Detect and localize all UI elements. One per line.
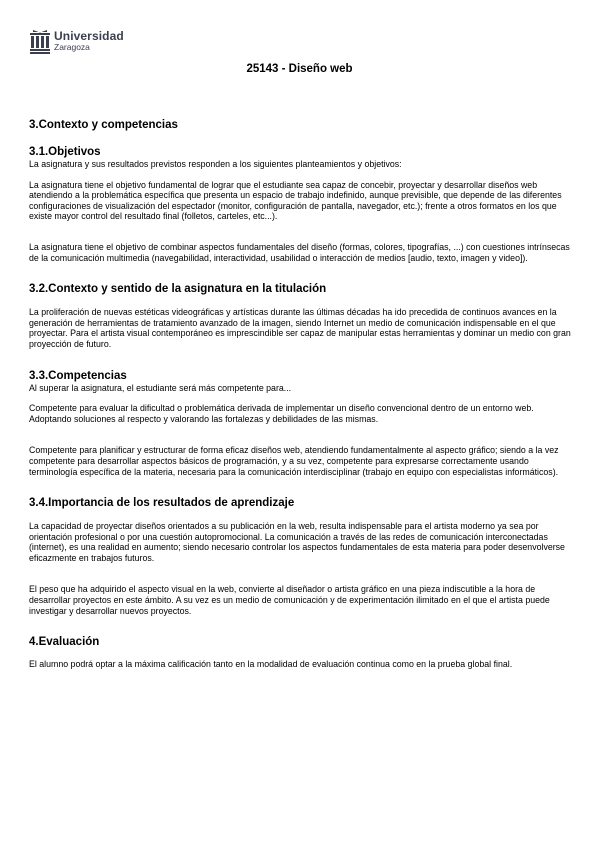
- paragraph: El alumno podrá optar a la máxima calificación tanto en la modalidad de evaluación continua como en la prueba global final.: [29, 659, 513, 670]
- paragraph: El peso que ha adquirido el aspecto visual en la web, convierte al diseñador o artista gráfico en una pieza indiscutible a la hora de desarrollar proyectos en este ámbito. A su vez es un medio de comunicación y de experimentación ilimitado en el que el artista puede investigar y desarrollar nuevos proyectos.: [29, 584, 550, 616]
- paragraph: La capacidad de proyectar diseños orientados a su publicación en la web, resulta indispensable para el artista moderno ya sea por orientación profesional o por una cuestión autopromocional. La comunicación a través de las redes de comunicación interconectadas (internet), es una realidad en aumento; siendo necesario controlar los aspectos fundamentales de esta materia para poder desenvolverse eficazmente en trabajos futuros.: [29, 521, 565, 563]
- document-title: 25143 - Diseño web: [246, 63, 353, 75]
- section-heading-4: 4.Evaluación: [29, 636, 100, 649]
- paragraph: La asignatura y sus resultados previstos responden a los siguientes planteamientos y objetivos:: [29, 159, 402, 169]
- section-heading-3-2: 3.2.Contexto y sentido de la asignatura en la titulación: [29, 283, 327, 296]
- university-crest-icon: [30, 30, 50, 56]
- paragraph: La asignatura tiene el objetivo fundamental de lograr que el estudiante sea capaz de concebir, proyectar y desarrollar diseños web atendiendo a la problemática específica que presenta un espacio de trabajo indefinido, aunque previsible, que depende de las diferentes configuraciones de visualización del espectador (monitor, configuración de pantalla, navegador, etc.); frente a otros formatos en los que existe mayor control del resultado final (folletos, carteles, etc...).: [29, 179, 562, 222]
- logo-name: Universidad: [54, 29, 124, 43]
- paragraph: Competente para planificar y estructurar de forma eficaz diseños web, atendiendo fundamentalmente al aspecto gráfico; siendo a la vez competente para desarrollar aspectos básicos de programación, y a su vez, competente para expresarse correctamente usando terminología específica de la materia, necesaria para la comunicación interdisciplinar (trabajo en equipo con especialistas informáticos).: [29, 445, 559, 477]
- paragraph: La asignatura tiene el objetivo de combinar aspectos fundamentales del diseño (formas, colores, tipografías, ...) con cuestiones intrínsecas de la comunicación multimedia (navegabilidad, interactividad, usabilidad o interacción de medios [audio, texto, imagen y video]).: [29, 241, 570, 263]
- paragraph: La proliferación de nuevas estéticas videográficas y artísticas durante las últimas décadas ha ido precedida de continuos avances en la generación de herramientas de tratamiento avanzado de la imagen, siendo Internet un medio de comunicación indispensable en el que proyectar. Para el artista visual contemporáneo es imprescindible ser capaz de manipular estas herramientas y dominar un medio con gran proyección de futuro.: [29, 307, 571, 349]
- section-heading-3-4: 3.4.Importancia de los resultados de aprendizaje: [29, 497, 295, 510]
- logo-sub: Zaragoza: [54, 42, 90, 52]
- paragraph: Al superar la asignatura, el estudiante será más competente para...: [29, 382, 292, 393]
- section-heading-3-1: 3.1.Objetivos: [29, 146, 101, 158]
- document-body: [29, 118, 572, 670]
- section-heading-3: 3.Contexto y competencias: [29, 119, 178, 131]
- university-logo: [30, 30, 124, 58]
- paragraph: Competente para evaluar la dificultad o problemática derivada de implementar un diseño convencional dentro de un entorno web. Adoptando soluciones al respecto y valorando las fortalezas y debilidades de las mismas.: [29, 403, 534, 424]
- section-heading-3-3: 3.3.Competencias: [29, 369, 127, 382]
